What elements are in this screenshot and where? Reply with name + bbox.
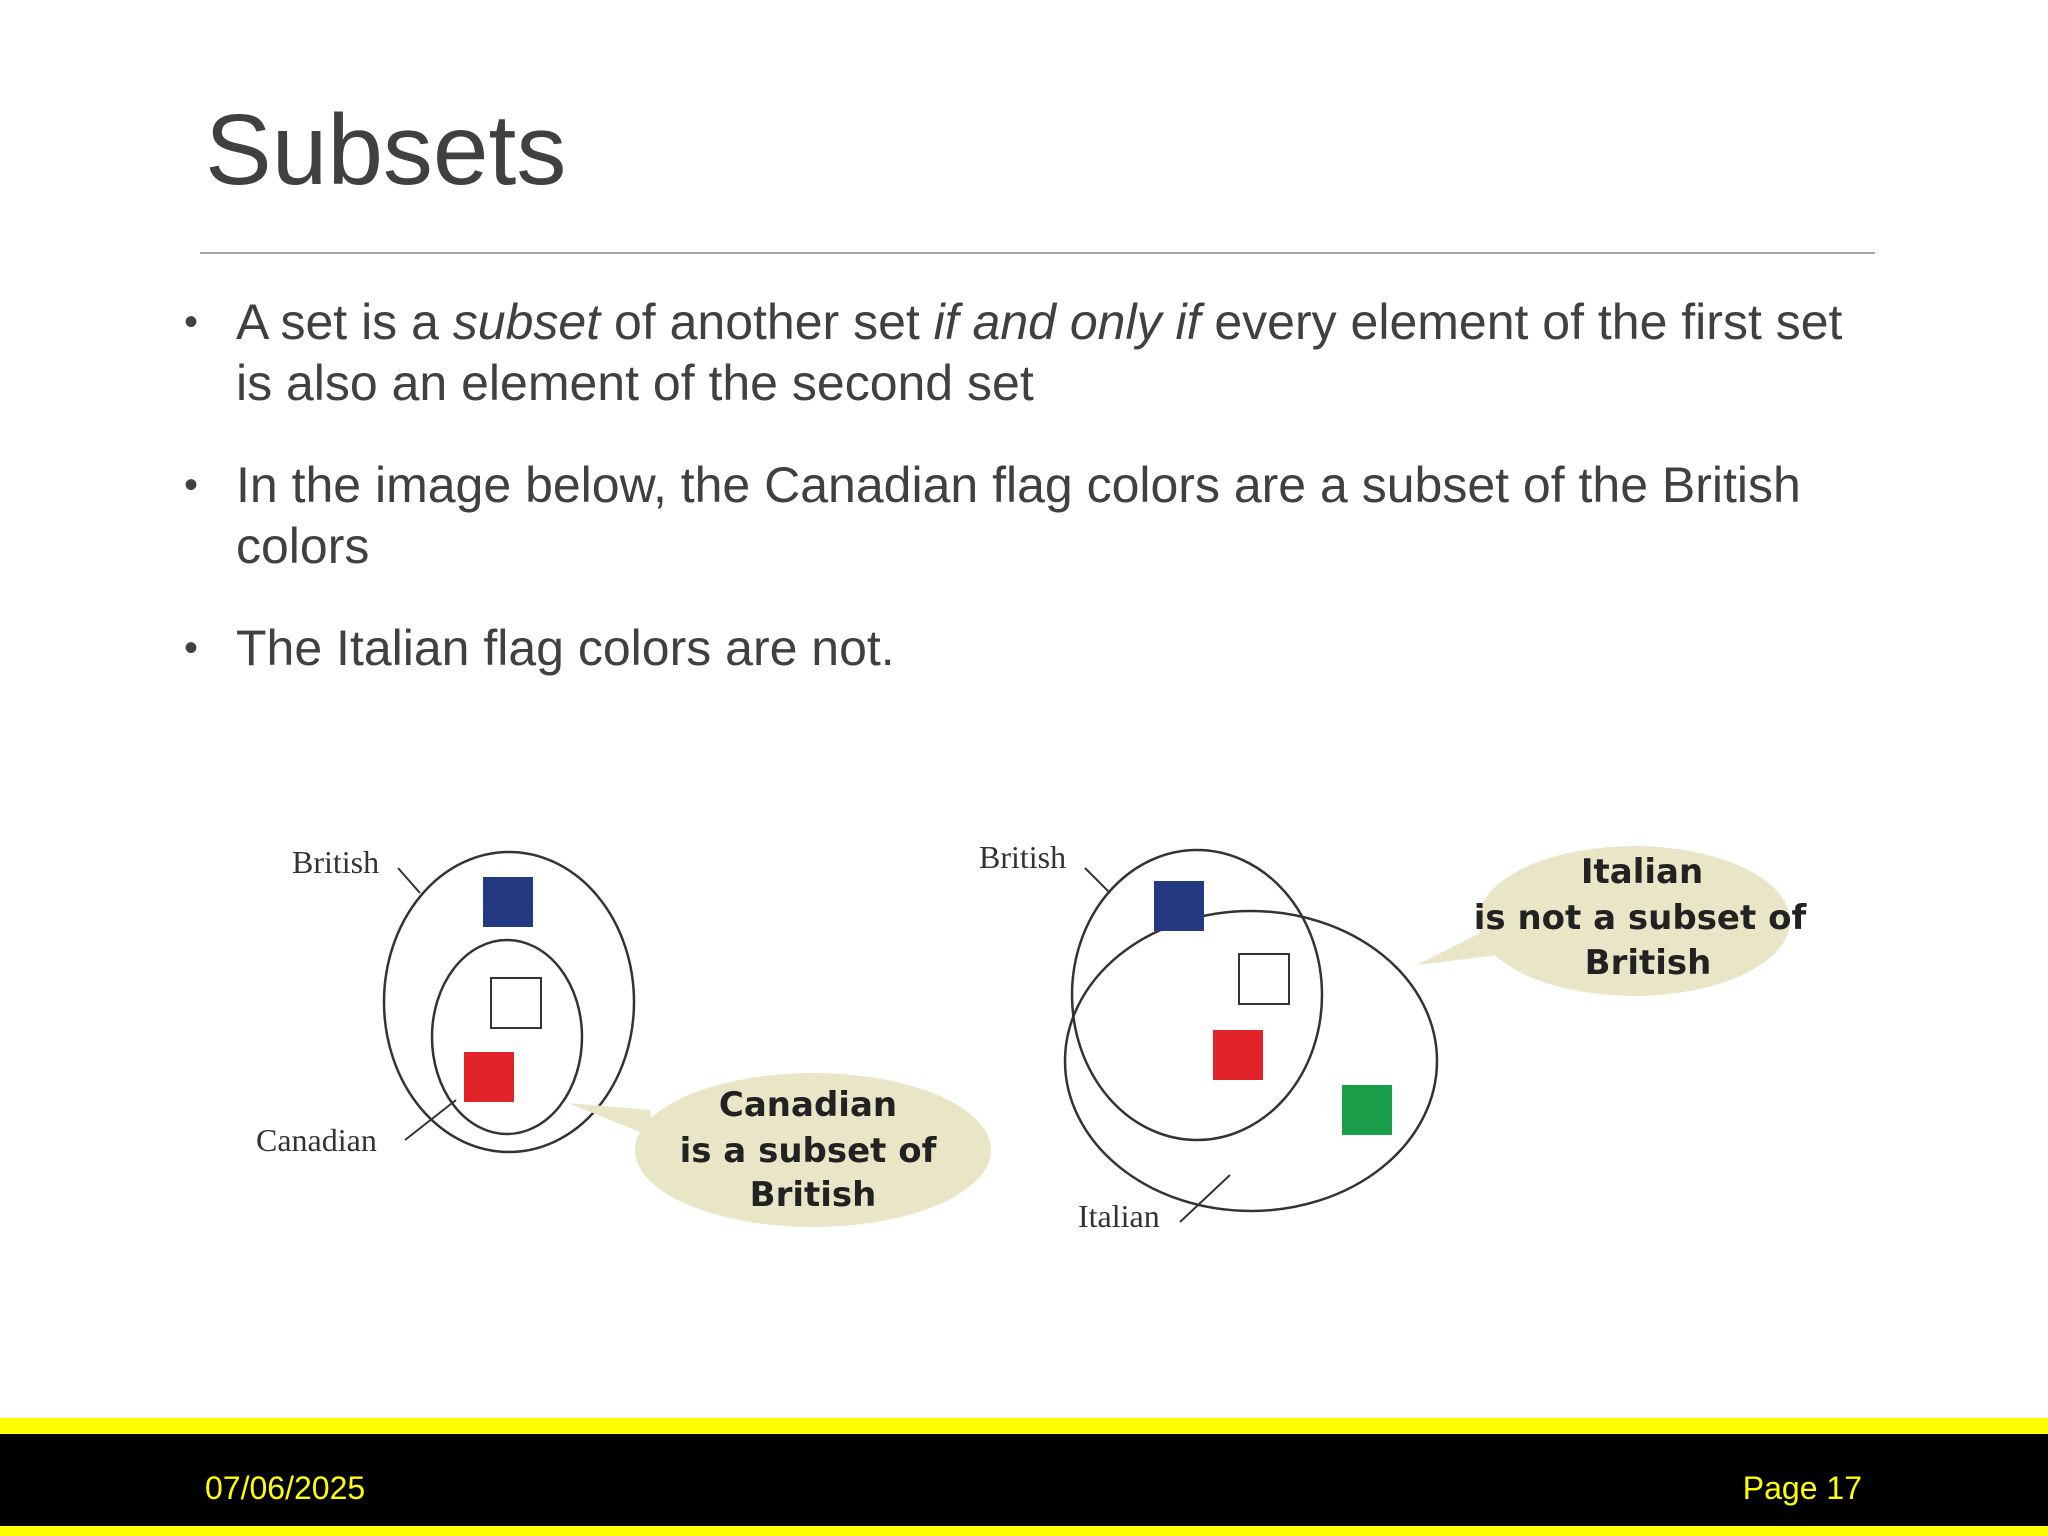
italian-leader-line (1180, 1175, 1230, 1222)
white-square-icon (1239, 954, 1289, 1004)
callout-line: British (1584, 943, 1712, 983)
footer-top-stripe (0, 1418, 2048, 1434)
canadian-label: Canadian (256, 1122, 377, 1158)
green-square-icon (1342, 1085, 1392, 1135)
bullet-text-part: The Italian flag colors are not. (236, 620, 895, 676)
bullet-icon: • (184, 463, 199, 507)
bullet-icon: • (184, 626, 199, 670)
footer-date: 07/06/2025 (205, 1470, 366, 1506)
white-square-icon (491, 978, 541, 1028)
bullet-icon: • (184, 300, 199, 344)
bullet-text-part: if and only if (933, 294, 1201, 350)
red-square-icon (464, 1052, 514, 1102)
blue-square-icon (1154, 881, 1204, 931)
red-square-icon (1213, 1030, 1263, 1080)
canadian-set-ellipse (432, 940, 582, 1134)
bullet-text-part: A set is a (236, 294, 453, 350)
right-venn (979, 839, 1807, 1234)
callout-line: Canadian (718, 1085, 898, 1125)
italian-label: Italian (1078, 1198, 1160, 1234)
blue-square-icon (483, 877, 533, 927)
bullet-text-part: In the image below, the Canadian flag colors are a subset of the British colors (236, 457, 1801, 574)
callout-line: Italian (1580, 852, 1704, 892)
british-leader-line (1085, 868, 1110, 893)
bullet-text-part: every element of the first set is also an element of the second set (236, 294, 1843, 411)
british-label: British (292, 844, 380, 880)
callout-line: is a subset of (679, 1131, 937, 1171)
bullet-text-part: subset (452, 294, 601, 350)
callout-line: British (749, 1175, 877, 1215)
footer-bottom-stripe (0, 1526, 2048, 1536)
callout-line: is not a subset of (1473, 898, 1807, 938)
italian-callout (1417, 846, 1807, 996)
canadian-callout (568, 1073, 991, 1227)
british-label: British (979, 839, 1067, 875)
left-venn (256, 844, 991, 1227)
british-leader-line (398, 868, 420, 893)
footer-page-number: Page 17 (1742, 1470, 1862, 1506)
slide-title: Subsets (205, 94, 567, 206)
bullet-text-part: of another set (600, 294, 934, 350)
